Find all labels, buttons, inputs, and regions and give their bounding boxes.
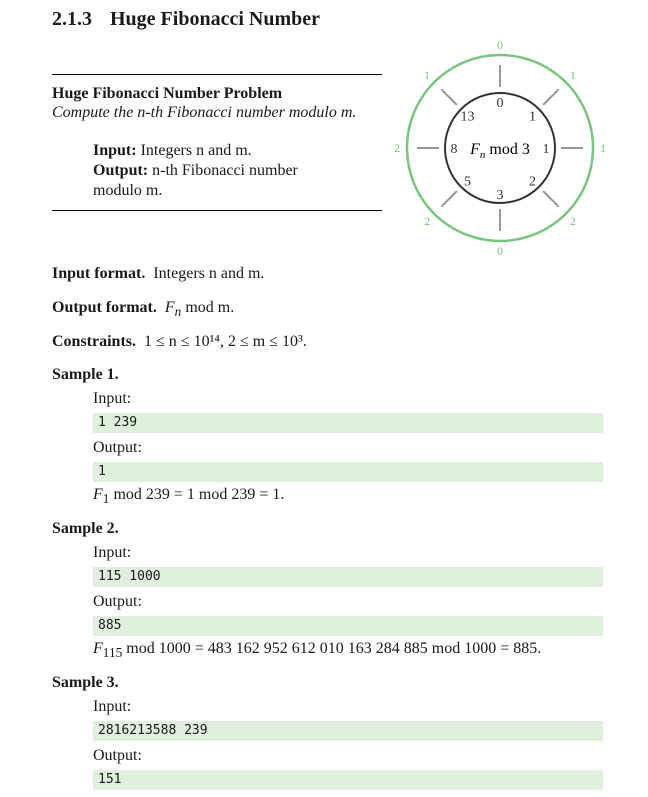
problem-output-text-2: modulo m.: [93, 182, 163, 199]
sample-1-output-label: Output:: [93, 439, 142, 456]
inner-value-label: 3: [496, 188, 504, 203]
outer-value-label: 2: [394, 141, 400, 155]
problem-box-top-rule: [52, 74, 382, 75]
constraints: [52, 333, 307, 351]
problem-output-label: Output:: [93, 162, 149, 179]
sample-1-input-label: Input:: [93, 390, 132, 407]
inner-value-label: 8: [450, 142, 458, 157]
inner-value-label: 2: [529, 174, 537, 190]
sample-2-output-label: Output:: [93, 593, 142, 610]
outer-value-label: 1: [569, 68, 576, 83]
section-title: Huge Fibonacci Number: [110, 8, 320, 30]
outer-value-label: 0: [497, 38, 503, 52]
problem-title: Huge Fibonacci Number Problem: [52, 85, 283, 102]
sample-1-expl-sub: 1: [102, 491, 110, 507]
outer-value-label: 1: [424, 68, 431, 83]
inner-value-label: 1: [542, 142, 550, 157]
outer-value-label: 0: [497, 244, 503, 258]
input-format: [52, 265, 264, 283]
problem-io: [93, 141, 363, 201]
input-format-text: Integers n and m.: [153, 265, 265, 282]
sample-3-heading: Sample 3.: [52, 674, 119, 691]
sample-1-expl-F: F: [93, 486, 103, 503]
inner-value-label: 1: [529, 109, 537, 125]
sample-1-heading: Sample 1.: [52, 366, 119, 383]
sample-1-explanation: [93, 486, 284, 507]
spoke-line: [441, 191, 457, 207]
sample-2-expl-rest: mod 1000 = 483 162 952 612 010 163 284 885 mod 1000 = 885.: [122, 640, 542, 657]
inner-value-label: 0: [496, 96, 504, 111]
problem-input-label: Input:: [93, 142, 137, 159]
output-format-sub: n: [174, 304, 182, 320]
sample-2-input: 115 1000: [93, 567, 603, 587]
problem-input-text: Integers n and m.: [140, 142, 252, 159]
problem-box-bottom-rule: [52, 210, 382, 211]
sample-2-expl-F: F: [93, 640, 103, 657]
output-format-F: F: [164, 299, 175, 316]
fibonacci-mod-cycle-diagram: [394, 38, 610, 258]
output-format: [52, 299, 234, 320]
spoke-line: [441, 89, 457, 105]
constraints-label: Constraints.: [52, 333, 137, 350]
input-format-label: Input format.: [52, 265, 146, 282]
sample-3-input-label: Input:: [93, 698, 132, 715]
sample-2-expl-sub: 115: [102, 645, 123, 661]
diagram-center-label: $F_n$ mod 3: [470, 141, 530, 161]
spoke-line: [543, 89, 559, 105]
problem-description: Compute the n-th Fibonacci number modulo m.: [52, 104, 357, 121]
sample-2-output: 885: [93, 616, 603, 636]
output-format-rest: mod m.: [181, 299, 235, 316]
sample-3-output: 151: [93, 770, 603, 790]
inner-value-label: 13: [460, 109, 475, 125]
section-heading: [52, 8, 320, 31]
sample-1-output: 1: [93, 462, 603, 482]
constraints-text: 1 ≤ n ≤ 10¹⁴, 2 ≤ m ≤ 10³.: [144, 333, 307, 350]
output-format-label: Output format.: [52, 299, 157, 316]
outer-value-label: 2: [569, 213, 576, 228]
sample-2-heading: Sample 2.: [52, 520, 119, 537]
sample-1-input: 1 239: [93, 413, 603, 433]
sample-2-input-label: Input:: [93, 544, 132, 561]
spoke-line: [543, 191, 559, 207]
sample-3-input: 2816213588 239: [93, 721, 603, 741]
outer-value-label: 2: [424, 213, 431, 228]
inner-value-label: 5: [463, 174, 471, 190]
outer-value-label: 1: [600, 141, 606, 155]
section-number: 2.1.3: [52, 8, 92, 30]
sample-3-output-label: Output:: [93, 747, 142, 764]
sample-2-explanation: [93, 640, 541, 661]
problem-output-text-1: n-th Fibonacci number: [152, 162, 298, 179]
sample-1-expl-rest: mod 239 = 1 mod 239 = 1.: [109, 486, 285, 503]
